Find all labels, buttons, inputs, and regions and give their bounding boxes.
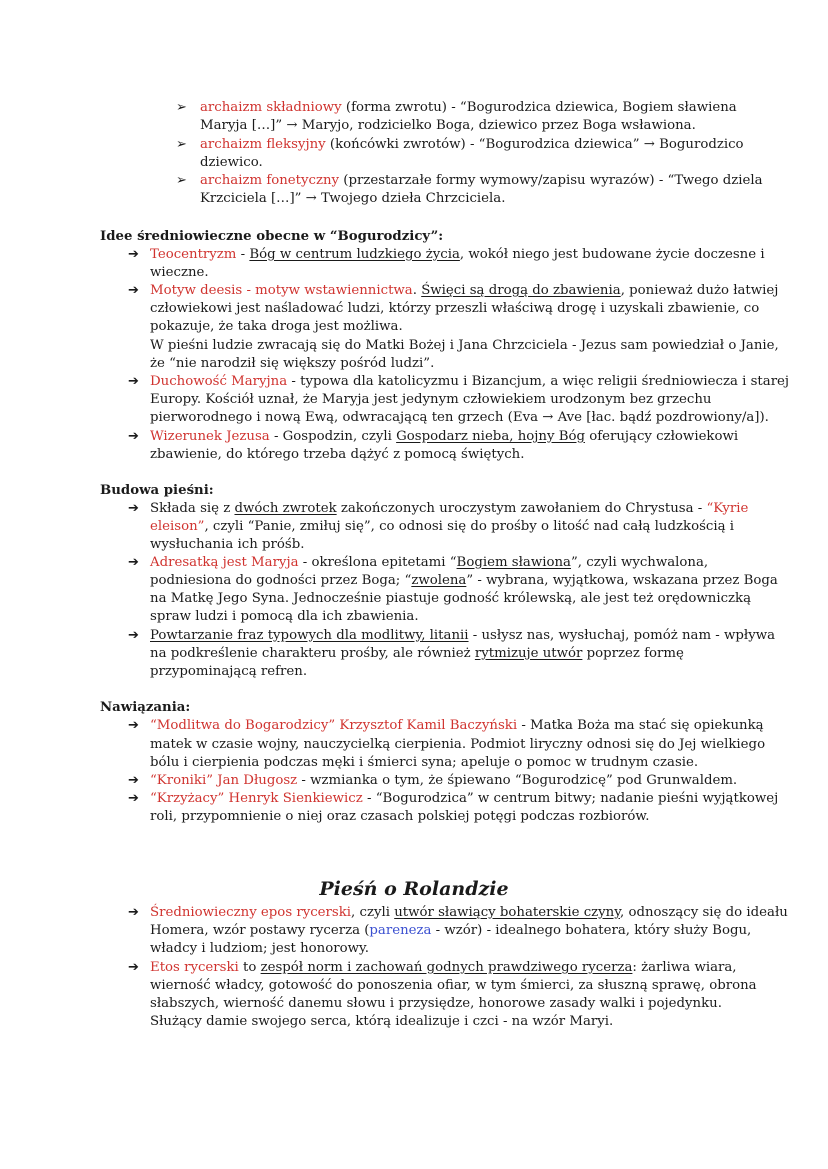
arrow-bullet-icon: ➔ — [128, 628, 139, 643]
arrow-bullet-icon: ➔ — [128, 429, 139, 444]
term: archaizm fleksyjny — [200, 137, 326, 152]
arrow-bullet-icon: ➔ — [128, 283, 139, 298]
arrow-bullet-icon: ➔ — [128, 773, 139, 788]
arrowhead-bullet-icon: ➢ — [176, 100, 187, 115]
roland-item: Średniowieczny epos rycerski, czyli utwór sławiący bohaterskie czyny, odnoszący się do ideału — [150, 905, 788, 920]
text-line: roli, przypomnienie o niej oraz czasach polskiej potęgi podczas rozbiorów. — [150, 809, 650, 824]
text-line: matek w czasie wojny, nauczycielką cierpienia. Podmiot liryczny odnosi się do Jej wielkiego — [150, 737, 766, 752]
archaism-item: archaizm fleksyjny (końcówki zwrotów) - “Bogurodzica dziewica” → Bogurodzico — [200, 137, 744, 152]
text-line: zbawienie, do którego trzeba dążyć z pomocą świętych. — [150, 447, 525, 462]
term: archaizm składniowy — [200, 100, 342, 115]
idea-item: Motyw deesis - motyw wstawiennictwa. Święci są drogą do zbawienia, ponieważ dużo łatwiej — [150, 283, 779, 298]
text-line: Krzciciela […]” → Twojego dzieła Chrzciciela. — [200, 191, 506, 206]
text-line: władcy i ludziom; jest honorowy. — [150, 941, 369, 956]
arrow-bullet-icon: ➔ — [128, 718, 139, 733]
text-line: spraw ludzi i pomocą dla ich zbawienia. — [150, 609, 419, 624]
arrow-bullet-icon: ➔ — [128, 501, 139, 516]
term: archaizm fonetyczny — [200, 173, 340, 188]
arrowhead-bullet-icon: ➢ — [176, 173, 187, 188]
text-line: człowiekowi jest naśladować ludzi, którzy przeszli właściwą drogę i uzyskali zbawienie, co — [150, 301, 760, 316]
idea-item: Teocentryzm - Bóg w centrum ludzkiego życia, wokół niego jest budowane życie doczesne i — [150, 247, 765, 262]
text-line: pokazuje, że taka droga jest możliwa. — [150, 319, 403, 334]
text-line: Maryja […]” → Maryjo, rodzicielko Boga, dziewico przez Boga wsławiona. — [200, 118, 696, 133]
arrow-bullet-icon: ➔ — [128, 374, 139, 389]
structure-item: Powtarzanie fraz typowych dla modlitwy, litanii - usłysz nas, wysłuchaj, pomóż nam - wpływa — [150, 628, 776, 643]
reference-item: “Krzyżacy” Henryk Sienkiewicz - “Bogurodzica” w centrum bitwy; nadanie pieśni wyjątkowej — [150, 791, 779, 806]
arrow-bullet-icon: ➔ — [128, 791, 139, 806]
text-line: W pieśni ludzie zwracają się do Matki Bożej i Jana Chrzciciela - Jezus sam powiedział o Janie, — [150, 338, 779, 353]
arrowhead-bullet-icon: ➢ — [176, 137, 187, 152]
text-line: eleison”, czyli “Panie, zmiłuj się”, co odnosi się do prośby o litość nad całą ludzkością i — [150, 519, 735, 534]
archaism-item: archaizm składniowy (forma zwrotu) - “Bogurodzica dziewica, Bogiem sławiena — [200, 100, 737, 115]
section-title-roland: Pieśń o Rolandzie — [319, 878, 509, 900]
text-line: słabszych, wierność danemu słowu i przysiędze, honorowe zasady walki i pojedynku. — [150, 996, 722, 1011]
text-line: Europy. Kościół uznał, że Maryja jest jedynym człowiekiem urodzonym bez grzechu — [150, 392, 712, 407]
reference-item: “Modlitwa do Bogarodzicy” Krzysztof Kamil Baczyński - Matka Boża ma stać się opiekunką — [150, 718, 764, 733]
text-line: wierność władcy, gotowość do ponoszenia ofiar, w tym śmierci, za słuszną sprawę, obrona — [150, 978, 757, 993]
structure-item: Adresatką jest Maryja - określona epitetami “Bogiem sławiona”, czyli wychwalona, — [150, 555, 709, 570]
text-line: na podkreślenie charakteru prośby, ale również rytmizuje utwór poprzez formę — [150, 646, 684, 661]
archaism-item: archaizm fonetyczny (przestarzałe formy wymowy/zapisu wyrazów) - “Twego dziela — [200, 173, 763, 188]
text-line: przypominającą refren. — [150, 664, 308, 679]
text-line: Służący damie swojego serca, którą idealizuje i czci - na wzór Maryi. — [150, 1014, 614, 1029]
section-heading-structure: Budowa pieśni: — [100, 483, 214, 498]
idea-item: Wizerunek Jezusa - Gospodzin, czyli Gospodarz nieba, hojny Bóg oferujący człowiekowi — [150, 429, 739, 444]
text-line: wieczne. — [150, 265, 209, 280]
arrow-bullet-icon: ➔ — [128, 960, 139, 975]
text-line: pierworodnego i nową Ewą, odwracającą ten grzech (Eva → Ave [łac. bądź pozdrowiony/a]). — [150, 410, 769, 425]
text-line: bólu i cierpienia podczas męki i śmierci syna; apeluje o pomoc w trudnym czasie. — [150, 755, 699, 770]
text-line: wysłuchania ich próśb. — [150, 537, 305, 552]
reference-item: “Kroniki” Jan Długosz - wzmianka o tym, że śpiewano “Bogurodzicę” pod Grunwaldem. — [150, 773, 738, 788]
structure-item: Składa się z dwóch zwrotek zakończonych uroczystym zawołaniem do Chrystusa - “Kyrie — [150, 501, 749, 516]
text-line: na Matkę Jego Syna. Jednocześnie piastuje godność królewską, ale jest też orędowniczką — [150, 591, 752, 606]
section-heading-references: Nawiązania: — [100, 700, 191, 715]
text-line: podniesiona do godności przez Boga; “zwolena” - wybrana, wyjątkowa, wskazana przez Boga — [150, 573, 778, 588]
text-line: Homera, wzór postawy rycerza (pareneza - wzór) - idealnego bohatera, który służy Bogu, — [150, 923, 752, 938]
roland-item: Etos rycerski to zespół norm i zachowań godnych prawdziwego rycerza: żarliwa wiara, — [150, 960, 737, 975]
arrow-bullet-icon: ➔ — [128, 905, 139, 920]
arrow-bullet-icon: ➔ — [128, 555, 139, 570]
text-line: że “nie narodził się większy pośród ludzi”. — [150, 356, 435, 371]
idea-item: Duchowość Maryjna - typowa dla katolicyzmu i Bizancjum, a więc religii średniowiecza i starej — [150, 374, 790, 389]
text-line: dziewico. — [200, 155, 263, 170]
section-heading-ideas: Idee średniowieczne obecne w “Bogurodzicy”: — [100, 229, 444, 244]
arrow-bullet-icon: ➔ — [128, 247, 139, 262]
